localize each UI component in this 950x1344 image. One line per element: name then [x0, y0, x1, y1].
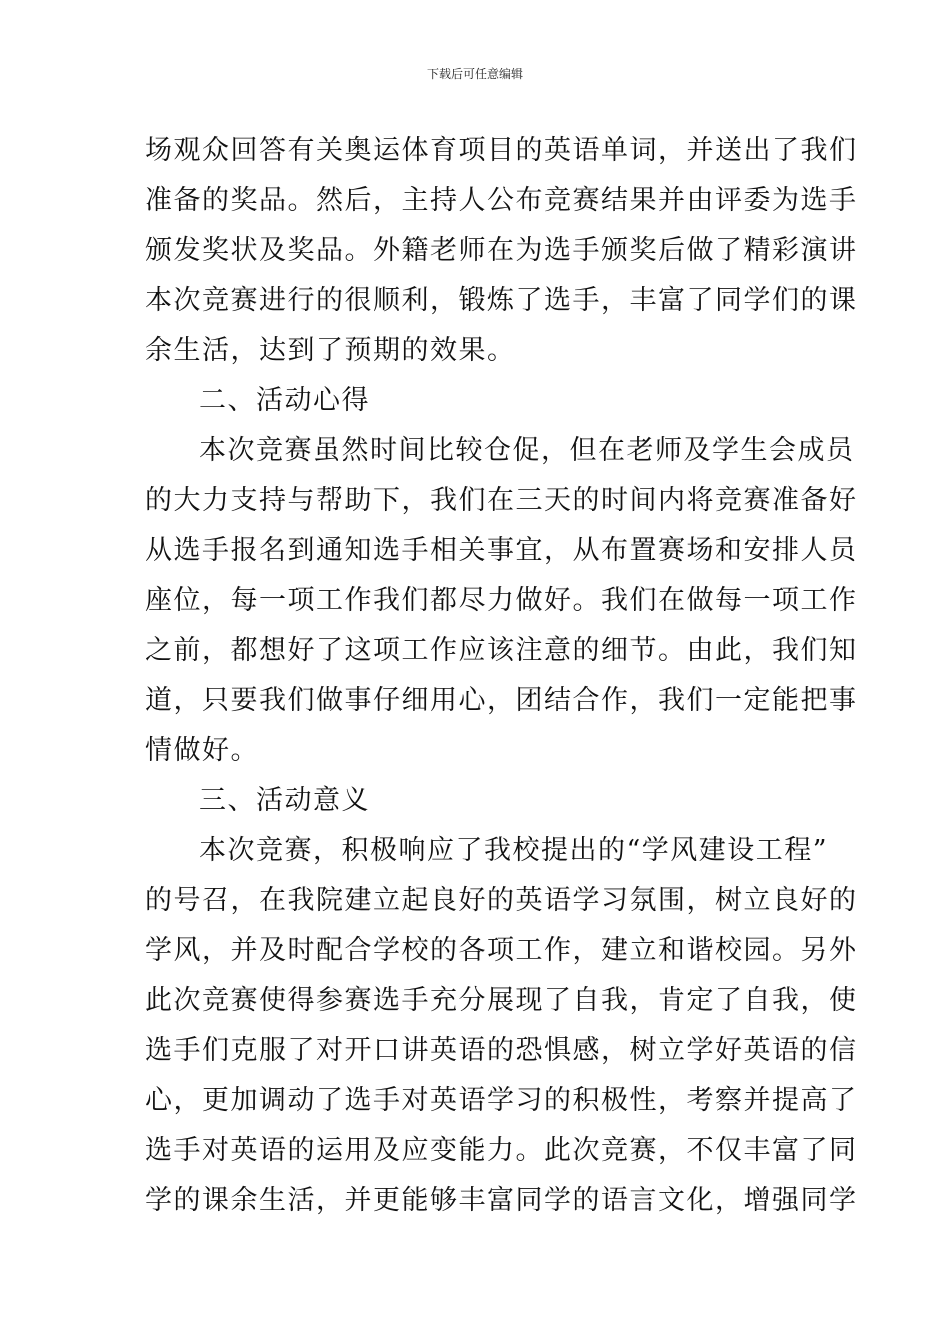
text-line: 场观众回答有关奥运体育项目的英语单词，并送出了我们	[145, 135, 858, 166]
text-line: 选手们克服了对开口讲英语的恐惧感，树立学好英语的信	[145, 1035, 858, 1066]
text-line: 本次竞赛进行的很顺利，锻炼了选手，丰富了同学们的课	[145, 285, 858, 316]
text-line: 学的课余生活，并更能够丰富同学的语言文化，增强同学	[145, 1185, 858, 1216]
text-line: 座位，每一项工作我们都尽力做好。我们在做每一项工作	[145, 585, 858, 616]
text-line: 余生活，达到了预期的效果。	[145, 335, 516, 366]
text-line: 心，更加调动了选手对英语学习的积极性，考察并提高了	[145, 1085, 858, 1116]
text-line: 的号召，在我院建立起良好的英语学习氛围，树立良好的	[145, 885, 858, 916]
paragraph-start: 本次竞赛，积极响应了我校提出的“学风建设工程”	[199, 835, 829, 866]
text-line: 从选手报名到通知选手相关事宜，从布置赛场和安排人员	[145, 535, 858, 566]
text-line: 颁发奖状及奖品。外籍老师在为选手颁奖后做了精彩演讲	[145, 235, 858, 266]
text-line: 情做好。	[145, 735, 259, 766]
text-line: 之前，都想好了这项工作应该注意的细节。由此，我们知	[145, 635, 858, 666]
text-line: 此次竞赛使得参赛选手充分展现了自我，肯定了自我，使	[145, 985, 858, 1016]
text-line: 准备的奖品。然后，主持人公布竞赛结果并由评委为选手	[145, 185, 858, 216]
page-header: 下载后可任意编辑	[426, 67, 523, 81]
text-line: 的大力支持与帮助下，我们在三天的时间内将竞赛准备好	[145, 485, 858, 516]
document-body	[145, 126, 858, 1226]
text-line: 学风，并及时配合学校的各项工作，建立和谐校园。另外	[145, 935, 858, 966]
text-line: 道，只要我们做事仔细用心，团结合作，我们一定能把事	[145, 685, 858, 716]
section-heading-significance: 三、活动意义	[199, 785, 370, 816]
text-line: 选手对英语的运用及应变能力。此次竞赛，不仅丰富了同	[145, 1135, 858, 1166]
paragraph-start: 本次竞赛虽然时间比较仓促，但在老师及学生会成员	[199, 435, 855, 466]
section-heading-insights: 二、活动心得	[199, 385, 370, 416]
